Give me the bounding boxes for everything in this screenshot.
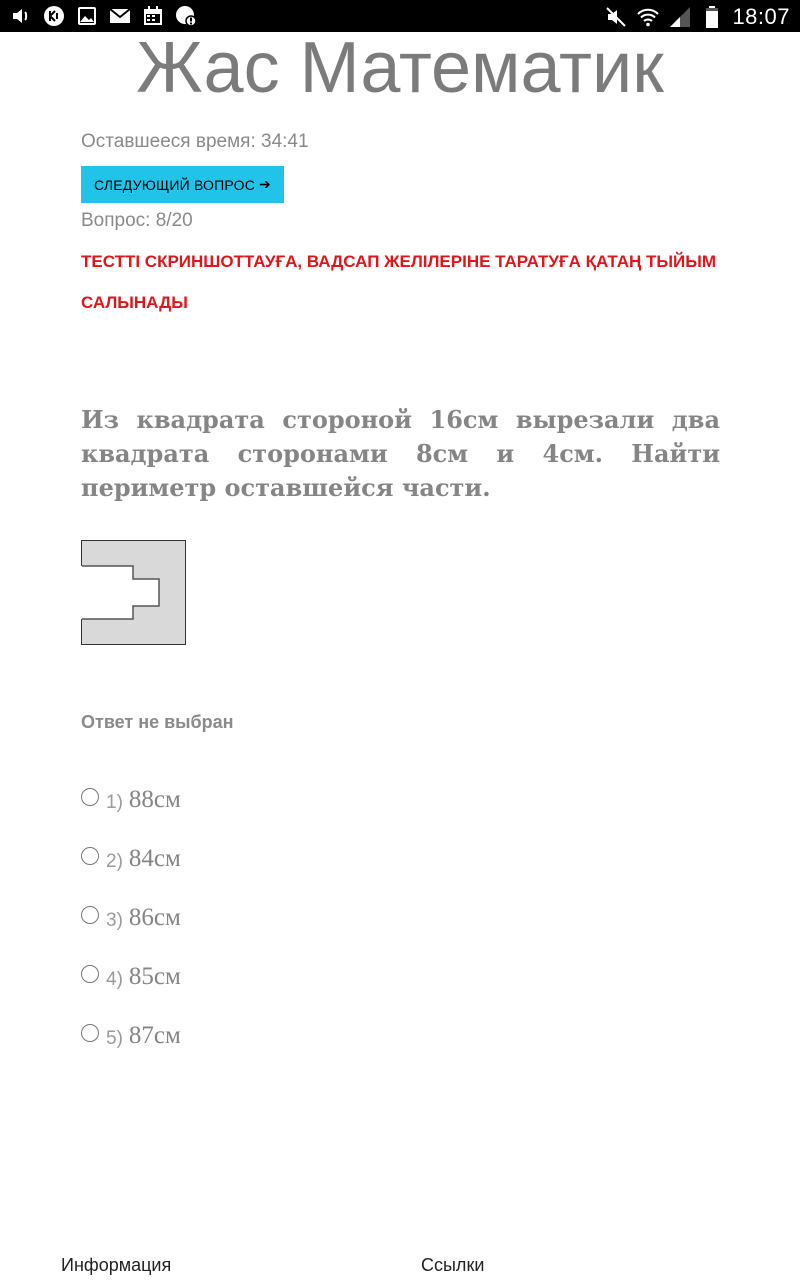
next-question-label: СЛЕДУЮЩИЙ ВОПРОС	[94, 176, 256, 193]
remaining-time: Оставшееся время: 34:41	[81, 131, 309, 152]
radio-button[interactable]	[81, 847, 99, 865]
app-title: Жас Математик	[136, 28, 664, 108]
answer-option-1[interactable]	[81, 786, 181, 845]
email-icon	[109, 5, 131, 27]
alert-icon	[175, 5, 197, 27]
option-number: 5)	[106, 1028, 123, 1049]
clock: 18:07	[732, 4, 790, 29]
radio-button[interactable]	[81, 788, 99, 806]
option-number: 2)	[106, 851, 123, 872]
arrow-right-icon: ➔	[259, 176, 271, 192]
option-value: 88см	[128, 786, 181, 813]
answer-status: Ответ не выбран	[81, 712, 234, 732]
option-value: 85см	[128, 963, 181, 990]
answer-option-3[interactable]	[81, 904, 181, 963]
radio-button[interactable]	[81, 1024, 99, 1042]
question-text: Из квадрата стороной 16см вырезали два квадрата сторонами 8см и 4см. Найти периметр оставшейся части.	[81, 405, 720, 502]
option-number: 1)	[106, 792, 123, 813]
answer-option-2[interactable]	[81, 845, 181, 904]
option-number: 4)	[106, 969, 123, 990]
option-value: 87см	[128, 1022, 181, 1049]
next-question-button[interactable]	[81, 166, 284, 203]
warning-text: ТЕСТТІ СКРИНШОТТАУҒА, ВАДСАП ЖЕЛІЛЕРІНЕ ТАРАТУҒА ҚАТАҢ ТЫЙЫМ САЛЫНАДЫ	[81, 252, 717, 312]
notification-icons	[10, 5, 197, 27]
option-value: 86см	[128, 904, 181, 931]
answer-option-4[interactable]	[81, 963, 181, 1022]
volume-icon	[10, 5, 32, 27]
question-counter: Вопрос: 8/20	[81, 210, 193, 231]
radio-button[interactable]	[81, 965, 99, 983]
footer-info-heading: Информация	[61, 1255, 172, 1275]
question-figure	[81, 540, 186, 645]
footer-links-heading: Ссылки	[421, 1255, 485, 1275]
option-value: 84см	[128, 845, 181, 872]
radio-button[interactable]	[81, 906, 99, 924]
messenger-icon	[43, 5, 65, 27]
answer-option-5[interactable]	[81, 1022, 181, 1081]
option-number: 3)	[106, 910, 123, 931]
image-icon	[76, 5, 98, 27]
answer-options	[81, 786, 181, 1081]
calendar-icon	[142, 5, 164, 27]
